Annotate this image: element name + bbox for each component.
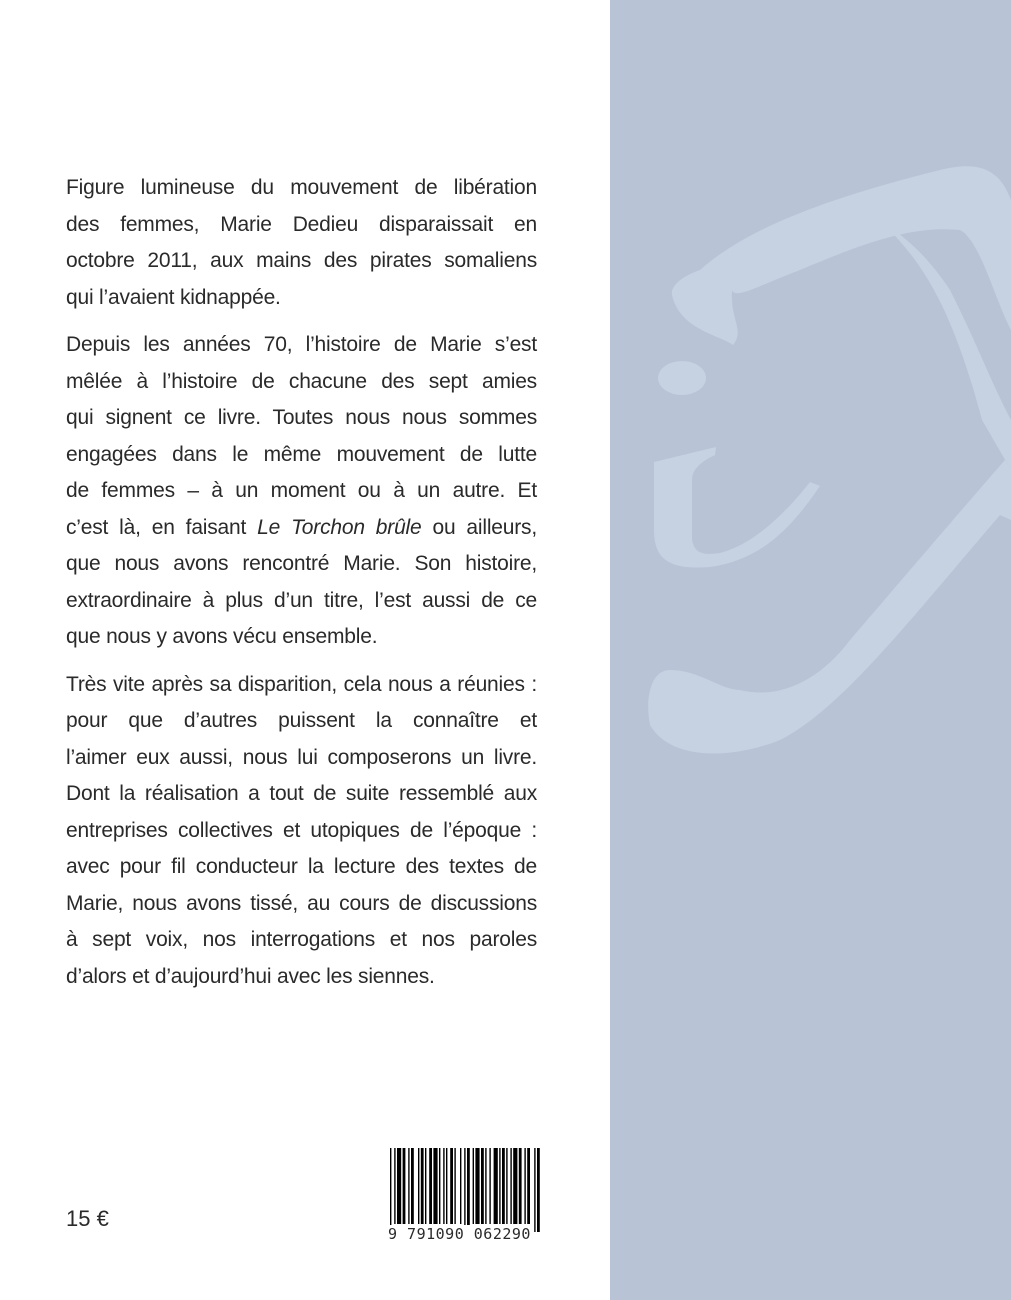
book-title-italic: Le Torchon brûle bbox=[257, 515, 422, 539]
text-line: extraordinaire à plus d’un titre, l’est aussi de ce bbox=[66, 588, 537, 612]
barcode-bar bbox=[425, 1148, 426, 1224]
text-line: Marie, nous avons tissé, au cours de discussions bbox=[66, 891, 537, 915]
barcode-bar bbox=[510, 1148, 511, 1224]
text-line: qui signent ce livre. Toutes nous nous sommes bbox=[66, 406, 537, 429]
barcode-bar bbox=[450, 1148, 453, 1224]
barcode-bar bbox=[513, 1148, 517, 1224]
barcode-bar bbox=[524, 1148, 525, 1224]
barcode-bar bbox=[499, 1148, 500, 1224]
barcode-bar bbox=[527, 1148, 530, 1224]
text-line: c’est là, en faisant Le Torchon brûle ou ailleurs, bbox=[66, 515, 537, 539]
barcode-bar bbox=[537, 1148, 540, 1232]
barcode-bar bbox=[485, 1148, 486, 1224]
isbn-number: 9 791090 062290 bbox=[388, 1225, 531, 1243]
barcode-bar bbox=[481, 1148, 484, 1224]
text-line: qui l’avaient kidnappée. bbox=[66, 285, 281, 309]
barcode-bar bbox=[411, 1148, 414, 1224]
text-line: entreprises collectives et utopiques de l’époque : bbox=[66, 818, 537, 842]
text-line: pour que d’autres puissent la connaître et bbox=[66, 709, 537, 732]
barcode-bar bbox=[464, 1148, 465, 1232]
barcode-bar bbox=[454, 1148, 455, 1224]
text-line: mêlée à l’histoire de chacune des sept amies bbox=[66, 369, 537, 393]
barcode-bar bbox=[397, 1148, 401, 1224]
watermark-i-stem bbox=[654, 447, 820, 568]
text-line: Figure lumineuse du mouvement de libération bbox=[66, 176, 537, 199]
barcode-bar bbox=[494, 1148, 498, 1224]
paragraph bbox=[66, 170, 537, 316]
text-line: que nous avons rencontré Marie. Son histoire, bbox=[66, 552, 537, 575]
barcode-bar bbox=[433, 1148, 437, 1224]
publisher-logo-watermark bbox=[610, 0, 1011, 1300]
text-line: de femmes – à un moment ou à un autre. Et bbox=[66, 479, 537, 502]
barcode-bar bbox=[489, 1148, 490, 1224]
barcode-bar bbox=[519, 1148, 522, 1224]
barcode-bar bbox=[394, 1148, 395, 1224]
text-line: avec pour fil conducteur la lecture des textes de bbox=[66, 855, 537, 878]
text-line: Dont la réalisation a tout de suite ressemblé aux bbox=[66, 782, 537, 805]
barcode-bar bbox=[439, 1148, 440, 1224]
barcode-bar bbox=[534, 1148, 535, 1232]
barcode-bar bbox=[460, 1148, 461, 1224]
side-panel bbox=[610, 0, 1011, 1300]
text-line: engagées dans le même mouvement de lutte bbox=[66, 442, 537, 466]
isbn-barcode bbox=[378, 1140, 558, 1258]
barcode-bar bbox=[467, 1148, 470, 1232]
barcode-bar bbox=[403, 1148, 406, 1224]
text-line: à sept voix, nos interrogations et nos paroles bbox=[66, 928, 537, 951]
barcode-bar bbox=[506, 1148, 507, 1224]
text-line: d’alors et d’aujourd’hui avec les siennes. bbox=[66, 964, 435, 988]
barcode-bar bbox=[443, 1148, 444, 1224]
text-line: Depuis les années 70, l’histoire de Marie s’est bbox=[66, 333, 537, 356]
text-line: des femmes, Marie Dedieu disparaissait en bbox=[66, 212, 537, 236]
paragraph bbox=[66, 327, 537, 656]
text-line: l’aimer eux aussi, nous lui composerons un livre. bbox=[66, 745, 537, 769]
barcode-bar bbox=[502, 1148, 505, 1224]
barcode-bar bbox=[421, 1148, 424, 1224]
back-cover-blurb bbox=[66, 170, 537, 1006]
barcode-bar bbox=[429, 1148, 432, 1224]
barcode-bar bbox=[475, 1148, 479, 1224]
barcode-bar bbox=[390, 1148, 391, 1232]
text-line: octobre 2011, aux mains des pirates somaliens bbox=[66, 249, 537, 272]
barcode-bar bbox=[408, 1148, 409, 1224]
price: 15 € bbox=[66, 1206, 109, 1231]
barcode-bar bbox=[473, 1148, 474, 1224]
text-line: Très vite après sa disparition, cela nous a réunies : bbox=[66, 672, 537, 696]
paragraph bbox=[66, 667, 537, 996]
barcode-bar bbox=[446, 1148, 447, 1224]
barcode-bar bbox=[418, 1148, 419, 1224]
text-line: que nous y avons vécu ensemble. bbox=[66, 625, 378, 648]
watermark-dot bbox=[658, 361, 706, 395]
